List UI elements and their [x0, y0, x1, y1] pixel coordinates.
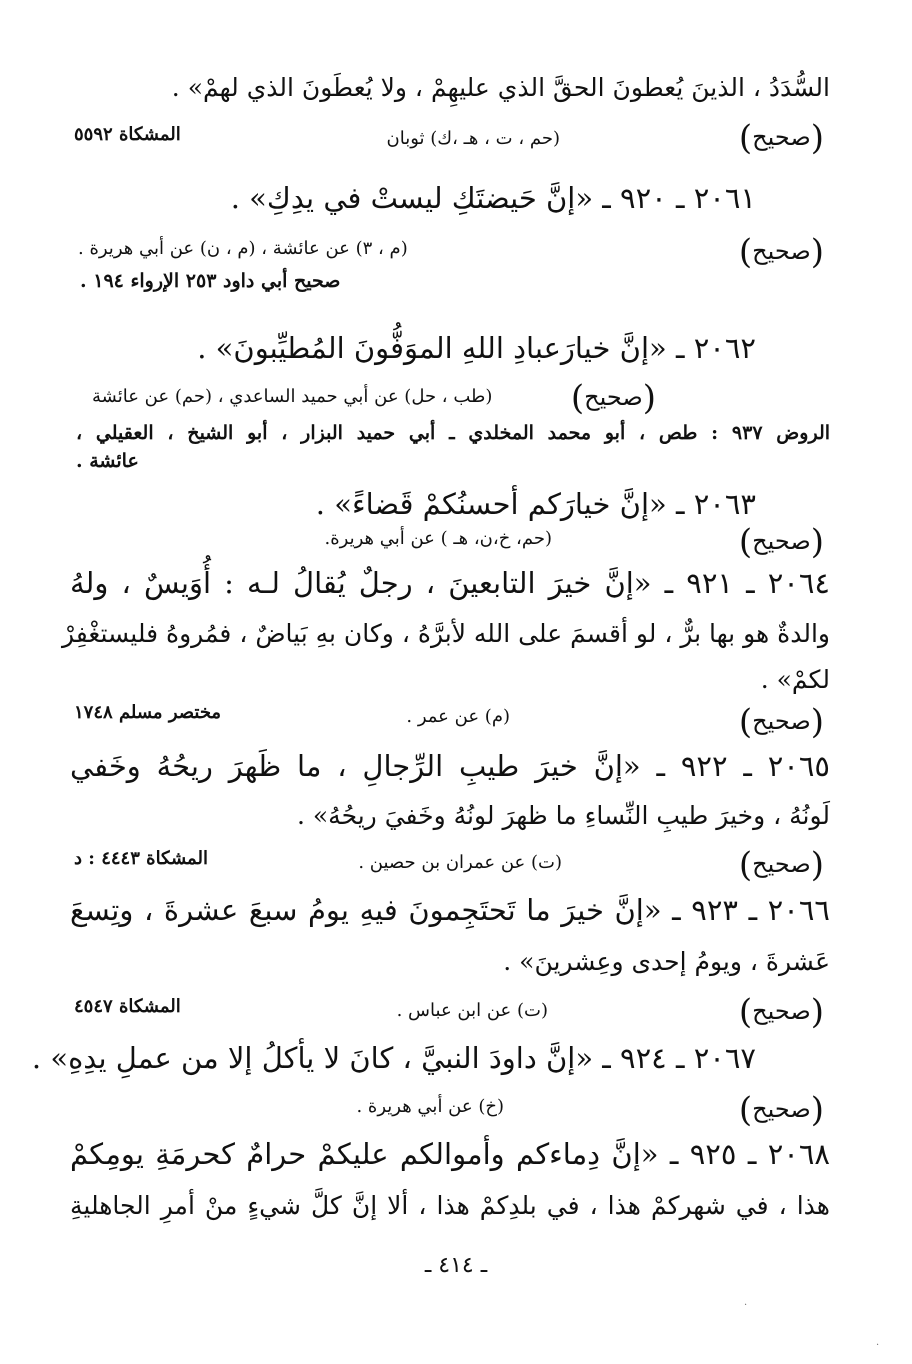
grade-badge-2064: (صحيح) — [738, 702, 824, 742]
hadith-2062-note-line2: عائشة . — [76, 450, 139, 472]
hadith-2061-note: صحيح أبي داود ٢٥٣ الإرواء ١٩٤ . — [80, 270, 341, 292]
grade-label: صحيح — [584, 383, 643, 411]
hadith-2060-source: (حم ، ت ، هـ ،ك) ثوبان — [386, 128, 560, 149]
hadith-2064-text-line3: لكمْ» . — [760, 665, 830, 694]
hadith-2066-text-line1: ٢٠٦٦ ـ ٩٢٣ ـ «إنَّ خيرَ ما تَحتَجِمونَ فيهِ يومُ سبعَ عشرةَ ، وتِسعَ — [70, 893, 830, 927]
grade-label: صحيح — [752, 237, 811, 265]
hadith-2066-reference: المشكاة ٤٥٤٧ — [74, 996, 181, 1017]
grade-badge-2062: (صحيح) — [570, 378, 656, 418]
hadith-2065-text-line1: ٢٠٦٥ ـ ٩٢٢ ـ «إنَّ خيرَ طيبِ الرِّجالِ ، ما ظَهرَ ريحُهُ وخَفي — [70, 749, 830, 783]
hadith-2061-text: ٢٠٦١ ـ ٩٢٠ ـ «إنَّ حَيضتَكِ ليستْ في يدِكِ» . — [230, 181, 756, 215]
grade-label: صحيح — [752, 1095, 811, 1123]
grade-badge-2063: (صحيح) — [738, 522, 824, 562]
hadith-2063-source: (حم، خ،ن، هـ ) عن أبي هريرة. — [324, 528, 552, 549]
hadith-2060-reference: المشكاة ٥٥٩٢ — [74, 124, 181, 145]
grade-badge-2065: (صحيح) — [738, 845, 824, 885]
hadith-2062-note-line1: الروض ٩٣٧ : طص ، أبو محمد المخلدي ـ أبي حميد البزار ، أبو الشيخ ، العقيلي ، — [76, 422, 831, 444]
grade-badge-2067: (صحيح) — [738, 1090, 824, 1130]
grade-label: صحيح — [752, 850, 811, 878]
hadith-2061-source: (م ، ٣) عن عائشة ، (م ، ن) عن أبي هريرة . — [78, 238, 408, 259]
grade-label: صحيح — [752, 527, 811, 555]
grade-badge-2060: (صحيح) — [738, 118, 824, 158]
hadith-2066-text-line2: عَشرةَ ، ويومُ إحدى وعِشرينَ» . — [503, 947, 830, 976]
hadith-2062-source: (طب ، حل) عن أبي حميد الساعدي ، (حم) عن عائشة — [92, 386, 493, 407]
grade-badge-2066: (صحيح) — [738, 992, 824, 1032]
scan-speck: · — [876, 1340, 880, 1351]
hadith-2064-text-line2: والدةٌ هو بها برٌّ ، لو أقسمَ على الله لأبرَّهُ ، وكان بهِ بَياضٌ ، فمُروهُ فليستغْفِرْ — [61, 619, 830, 648]
hadith-2068-text-line2: هذا ، في شهركمْ هذا ، في بلدِكمْ هذا ، ألا إنَّ كلَّ شيءٍ منْ أمرِ الجاهليةِ — [70, 1191, 830, 1220]
scan-speck: · — [744, 1300, 748, 1311]
hadith-2064-source: (م) عن عمر . — [406, 706, 510, 727]
hadith-2063-text: ٢٠٦٣ ـ «إنَّ خيارَكم أحسنُكمْ قَضاءً» . — [315, 487, 756, 521]
hadith-2066-source: (ت) عن ابن عباس . — [396, 1000, 548, 1021]
hadith-2067-text: ٢٠٦٧ ـ ٩٢٤ ـ «إنَّ داودَ النبيَّ ، كانَ لا يأكلُ إلا من عملِ يدِهِ» . — [31, 1041, 756, 1075]
hadith-2062-text: ٢٠٦٢ ـ «إنَّ خيارَعبادِ اللهِ الموَفُّونَ المُطيِّبونَ» . — [197, 331, 756, 365]
page-number: ـ ٤١٤ ـ — [424, 1253, 488, 1278]
grade-badge-2061: (صحيح) — [738, 232, 824, 272]
hadith-2065-source: (ت) عن عمران بن حصين . — [358, 852, 562, 873]
hadith-2067-source: (خ) عن أبي هريرة . — [356, 1096, 504, 1117]
grade-label: صحيح — [752, 997, 811, 1025]
grade-label: صحيح — [752, 707, 811, 735]
hadith-2064-reference: مختصر مسلم ١٧٤٨ — [74, 702, 222, 723]
hadith-2065-text-line2: لَونُهُ ، وخيرَ طيبِ النِّساءِ ما ظهرَ لونُهُ وخَفيَ ريحُهُ» . — [296, 801, 830, 830]
hadith-2060-end-text: السُّدَدُ ، الذينَ يُعطونَ الحقَّ الذي عليهِمْ ، ولا يُعطَونَ الذي لهمْ» . — [171, 73, 830, 102]
hadith-2068-text-line1: ٢٠٦٨ ـ ٩٢٥ ـ «إنَّ دِماءكم وأموالكم عليكمْ حرامٌ كحرمَةِ يومِكمْ — [70, 1137, 831, 1171]
grade-label: صحيح — [752, 123, 811, 151]
hadith-2064-text-line1: ٢٠٦٤ ـ ٩٢١ ـ «إنَّ خيرَ التابعينَ ، رجلٌ يُقالُ لـه : أُوَيسٌ ، ولهُ — [70, 566, 830, 600]
hadith-2065-reference: المشكاة ٤٤٤٣ : د — [74, 848, 208, 869]
